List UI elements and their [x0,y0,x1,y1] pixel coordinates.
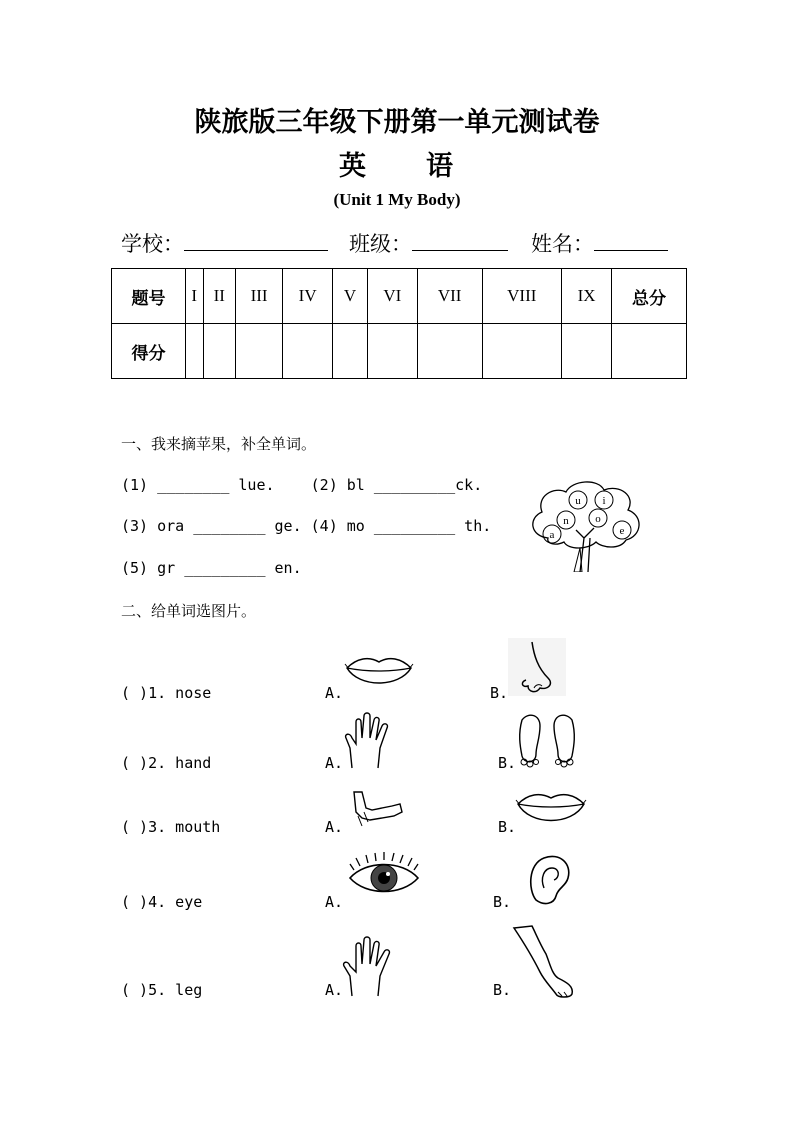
score-cell[interactable] [367,324,417,379]
column-header: IV [283,269,333,324]
class-label: 班级： [349,232,412,256]
name-blank[interactable] [594,230,668,251]
option-a-label[interactable]: A. [325,981,344,999]
section2-title: 二、给单词选图片。 [121,602,257,620]
name-field[interactable] [531,228,668,258]
score-cell[interactable] [186,324,204,379]
score-cell[interactable] [283,324,333,379]
unit-subtitle: (Unit 1 My Body) [333,190,461,209]
nose-picture [508,638,566,696]
leg-picture [510,924,586,1000]
mouth-picture [514,788,588,828]
question-number-label: 题号 [112,269,186,324]
apple-letter: i [602,495,606,507]
school-label: 学校： [121,232,184,256]
apple-letter: a [549,529,555,541]
option-a-label[interactable]: A. [325,893,344,911]
eye-picture [346,852,422,902]
fill-line-3[interactable]: (5) gr _________ en. [121,559,302,577]
option-b-label[interactable]: B. [498,818,517,836]
option-a-label[interactable]: A. [325,818,344,836]
option-a-label[interactable]: A. [325,754,344,772]
column-header: VI [367,269,417,324]
column-header: III [235,269,282,324]
column-header: I [186,269,204,324]
fill-line-2[interactable]: (3) ora ________ ge. (4) mo _________ th. [121,517,492,535]
total-score-cell[interactable] [612,324,687,379]
score-row [112,324,687,379]
mouth-picture [343,652,415,690]
question-eye[interactable]: ( )4. eye [121,893,203,911]
exam-title: 陕旅版三年级下册第一单元测试卷 [194,107,600,138]
question-nose[interactable]: ( )1. nose [121,684,212,702]
apple-letter: n [563,515,569,527]
score-cell[interactable] [417,324,482,379]
school-blank[interactable] [184,230,328,251]
class-blank[interactable] [412,230,508,251]
apple-letter: u [575,495,581,507]
apple-letter: o [595,513,601,525]
option-b-label[interactable]: B. [493,893,512,911]
question-leg[interactable]: ( )5. leg [121,981,203,999]
class-field[interactable] [349,228,508,258]
question-hand[interactable]: ( )2. hand [121,754,212,772]
column-header: IX [562,269,612,324]
question-number-row [112,269,687,324]
option-b-label[interactable]: B. [493,981,512,999]
subject-title: 英 语 [339,151,455,182]
score-cell[interactable] [482,324,562,379]
total-label: 总分 [612,269,687,324]
hand-picture [344,712,394,770]
column-header: V [333,269,368,324]
score-cell[interactable] [562,324,612,379]
question-mouth[interactable]: ( )3. mouth [121,818,221,836]
arm-picture [344,788,404,828]
score-table [111,268,687,379]
option-b-label[interactable]: B. [498,754,517,772]
ear-picture [522,850,580,908]
section1-title: 一、我来摘苹果，补全单词。 [121,435,317,453]
fill-line-1[interactable]: (1) ________ lue. (2) bl _________ck. [121,476,483,494]
column-header: VII [417,269,482,324]
name-label: 姓名： [531,232,594,256]
column-header: VIII [482,269,562,324]
score-cell[interactable] [333,324,368,379]
column-header: II [203,269,235,324]
apple-letter: e [619,525,625,537]
score-cell[interactable] [203,324,235,379]
apple-tree-picture [528,478,646,572]
score-cell[interactable] [235,324,282,379]
school-field[interactable] [121,228,328,258]
option-a-label[interactable]: A. [325,684,344,702]
hand-picture [342,936,402,998]
feet-picture [516,712,582,768]
option-b-label[interactable]: B. [490,684,509,702]
score-label: 得分 [112,324,186,379]
